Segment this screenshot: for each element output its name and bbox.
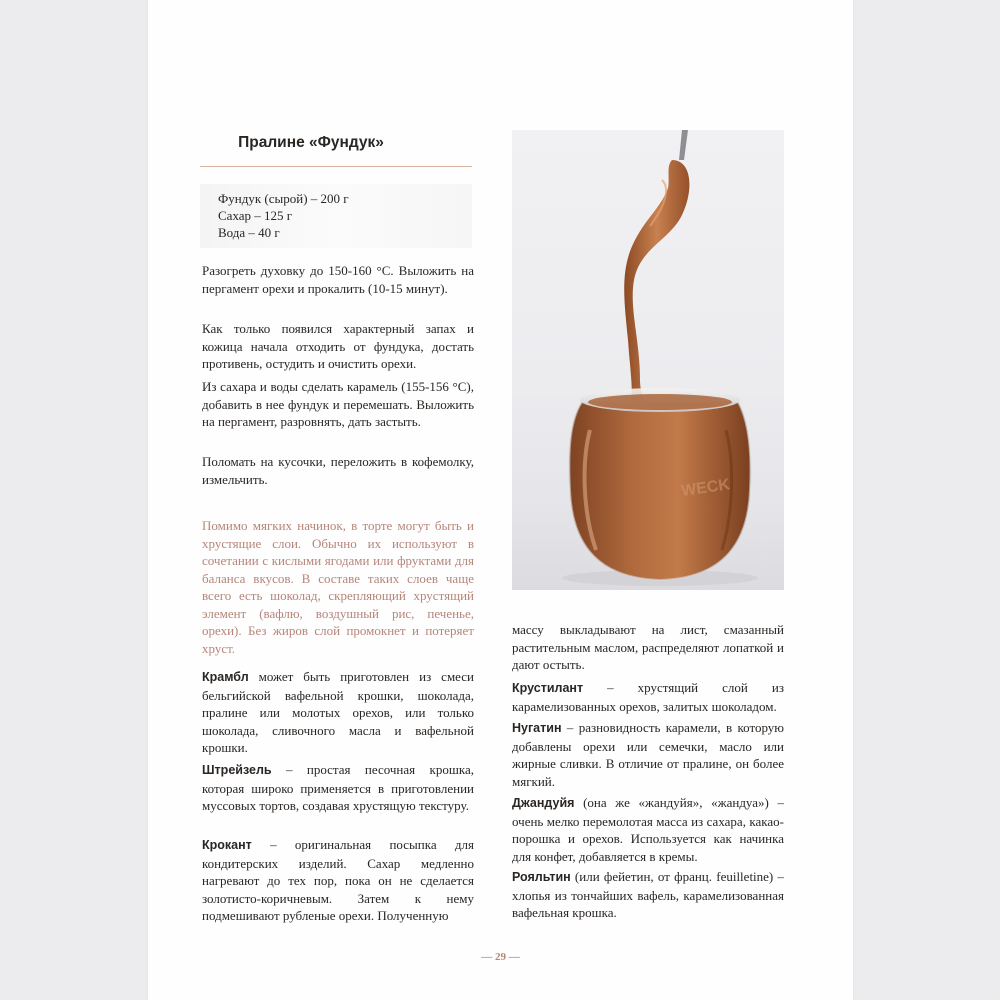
recipe-step: Как только появился характерный запах и кожица начала отходить от фундука, достать противень, остудить и очистить орехи. bbox=[202, 321, 474, 371]
page-number: — 29 — bbox=[481, 951, 520, 963]
caramel-jar-photo bbox=[512, 130, 784, 590]
glossary-entry bbox=[512, 679, 784, 715]
glossary-term: Крустилант bbox=[512, 681, 584, 695]
glossary-entry bbox=[202, 668, 474, 757]
glossary-text: – простая песочная крошка, которая широко применяется в приготовлении муссовых тортов, создавая хрустящую текстуру. bbox=[202, 762, 474, 813]
glossary-entry bbox=[512, 868, 784, 922]
glossary-term: Крокант bbox=[202, 838, 252, 852]
recipe-title: Пралине «Фундук» bbox=[238, 134, 384, 151]
glossary-text: может быть приготовлен из смеси бельгийской вафельной крошки, шоколада, пралине или молотых орехов, или только шоколада, сливочного масла и вафельной крошки. bbox=[202, 669, 474, 755]
recipe-step: Из сахара и воды сделать карамель (155-156 °С), добавить в нее фундук и перемешать. Выложить на пергамент, разровнять, дать застыть. bbox=[202, 379, 474, 429]
glossary-text: (она же «жандуйя», «жандуа») – очень мелко перемолотая масса из сахара, какао-порошка и орехов. Используется как начинка для конфет, добавляется в кремы. bbox=[512, 795, 784, 864]
glossary-term: Нугатин bbox=[512, 721, 562, 735]
ingredient-line: Вода – 40 г bbox=[218, 225, 280, 240]
title-divider bbox=[200, 166, 472, 167]
ingredient-line: Сахар – 125 г bbox=[218, 208, 293, 223]
glossary-term: Рояльтин bbox=[512, 870, 571, 884]
recipe-step: Разогреть духовку до 150-160 °С. Выложить на пергамент орехи и прокалить (10-15 минут). bbox=[202, 263, 474, 296]
glossary-entry bbox=[512, 794, 784, 865]
book-page bbox=[148, 0, 853, 1000]
glossary-term: Штрейзель bbox=[202, 763, 272, 777]
glossary-continuation: массу выкладывают на лист, смазанный растительным маслом, распределяют лопаткой и дают остыть. bbox=[512, 622, 784, 672]
crunchy-layers-note: Помимо мягких начинок, в торте могут быть и хрустящие слои. Обычно их используют в сочетании с кислыми ягодами или фруктами для баланса вкусов. В составе таких слоев чаще всего есть шоколад, скрепляющий хрустящий элемент (вафлю, воздушный рис, печенье, орехи). Без жиров слой промокнет и потеряет хруст. bbox=[202, 518, 474, 656]
glossary-entry bbox=[202, 761, 474, 815]
glossary-text: – оригинальная посыпка для кондитерских изделий. Сахар медленно нагревают до тех пор, пока он не сделается золотисто-коричневым. Затем к нему подмешивают рубленые орехи. Полученную bbox=[202, 837, 474, 923]
glossary-entry bbox=[512, 719, 784, 790]
recipe-step: Поломать на кусочки, переложить в кофемолку, измельчить. bbox=[202, 454, 474, 487]
caramel-jar-illustration bbox=[512, 130, 784, 590]
glossary-text: (или фейетин, от франц. feuilletine) – хлопья из тончайших вафель, карамелизованная вафельная крошка. bbox=[512, 869, 784, 920]
glossary-text: – разновидность карамели, в которую добавлены орехи или семечки, масло или жирные сливки. В отличие от пралине, он более мягкий. bbox=[512, 720, 784, 789]
glossary-text: – хрустящий слой из карамелизованных орехов, залитых шоколадом. bbox=[512, 680, 784, 714]
ingredients-box bbox=[200, 184, 472, 248]
ingredient-line: Фундук (сырой) – 200 г bbox=[218, 191, 349, 206]
glossary-term: Джандуйя bbox=[512, 796, 575, 810]
glossary-term: Крамбл bbox=[202, 670, 249, 684]
glossary-entry bbox=[202, 836, 474, 925]
jar-label: WECK bbox=[680, 476, 731, 500]
